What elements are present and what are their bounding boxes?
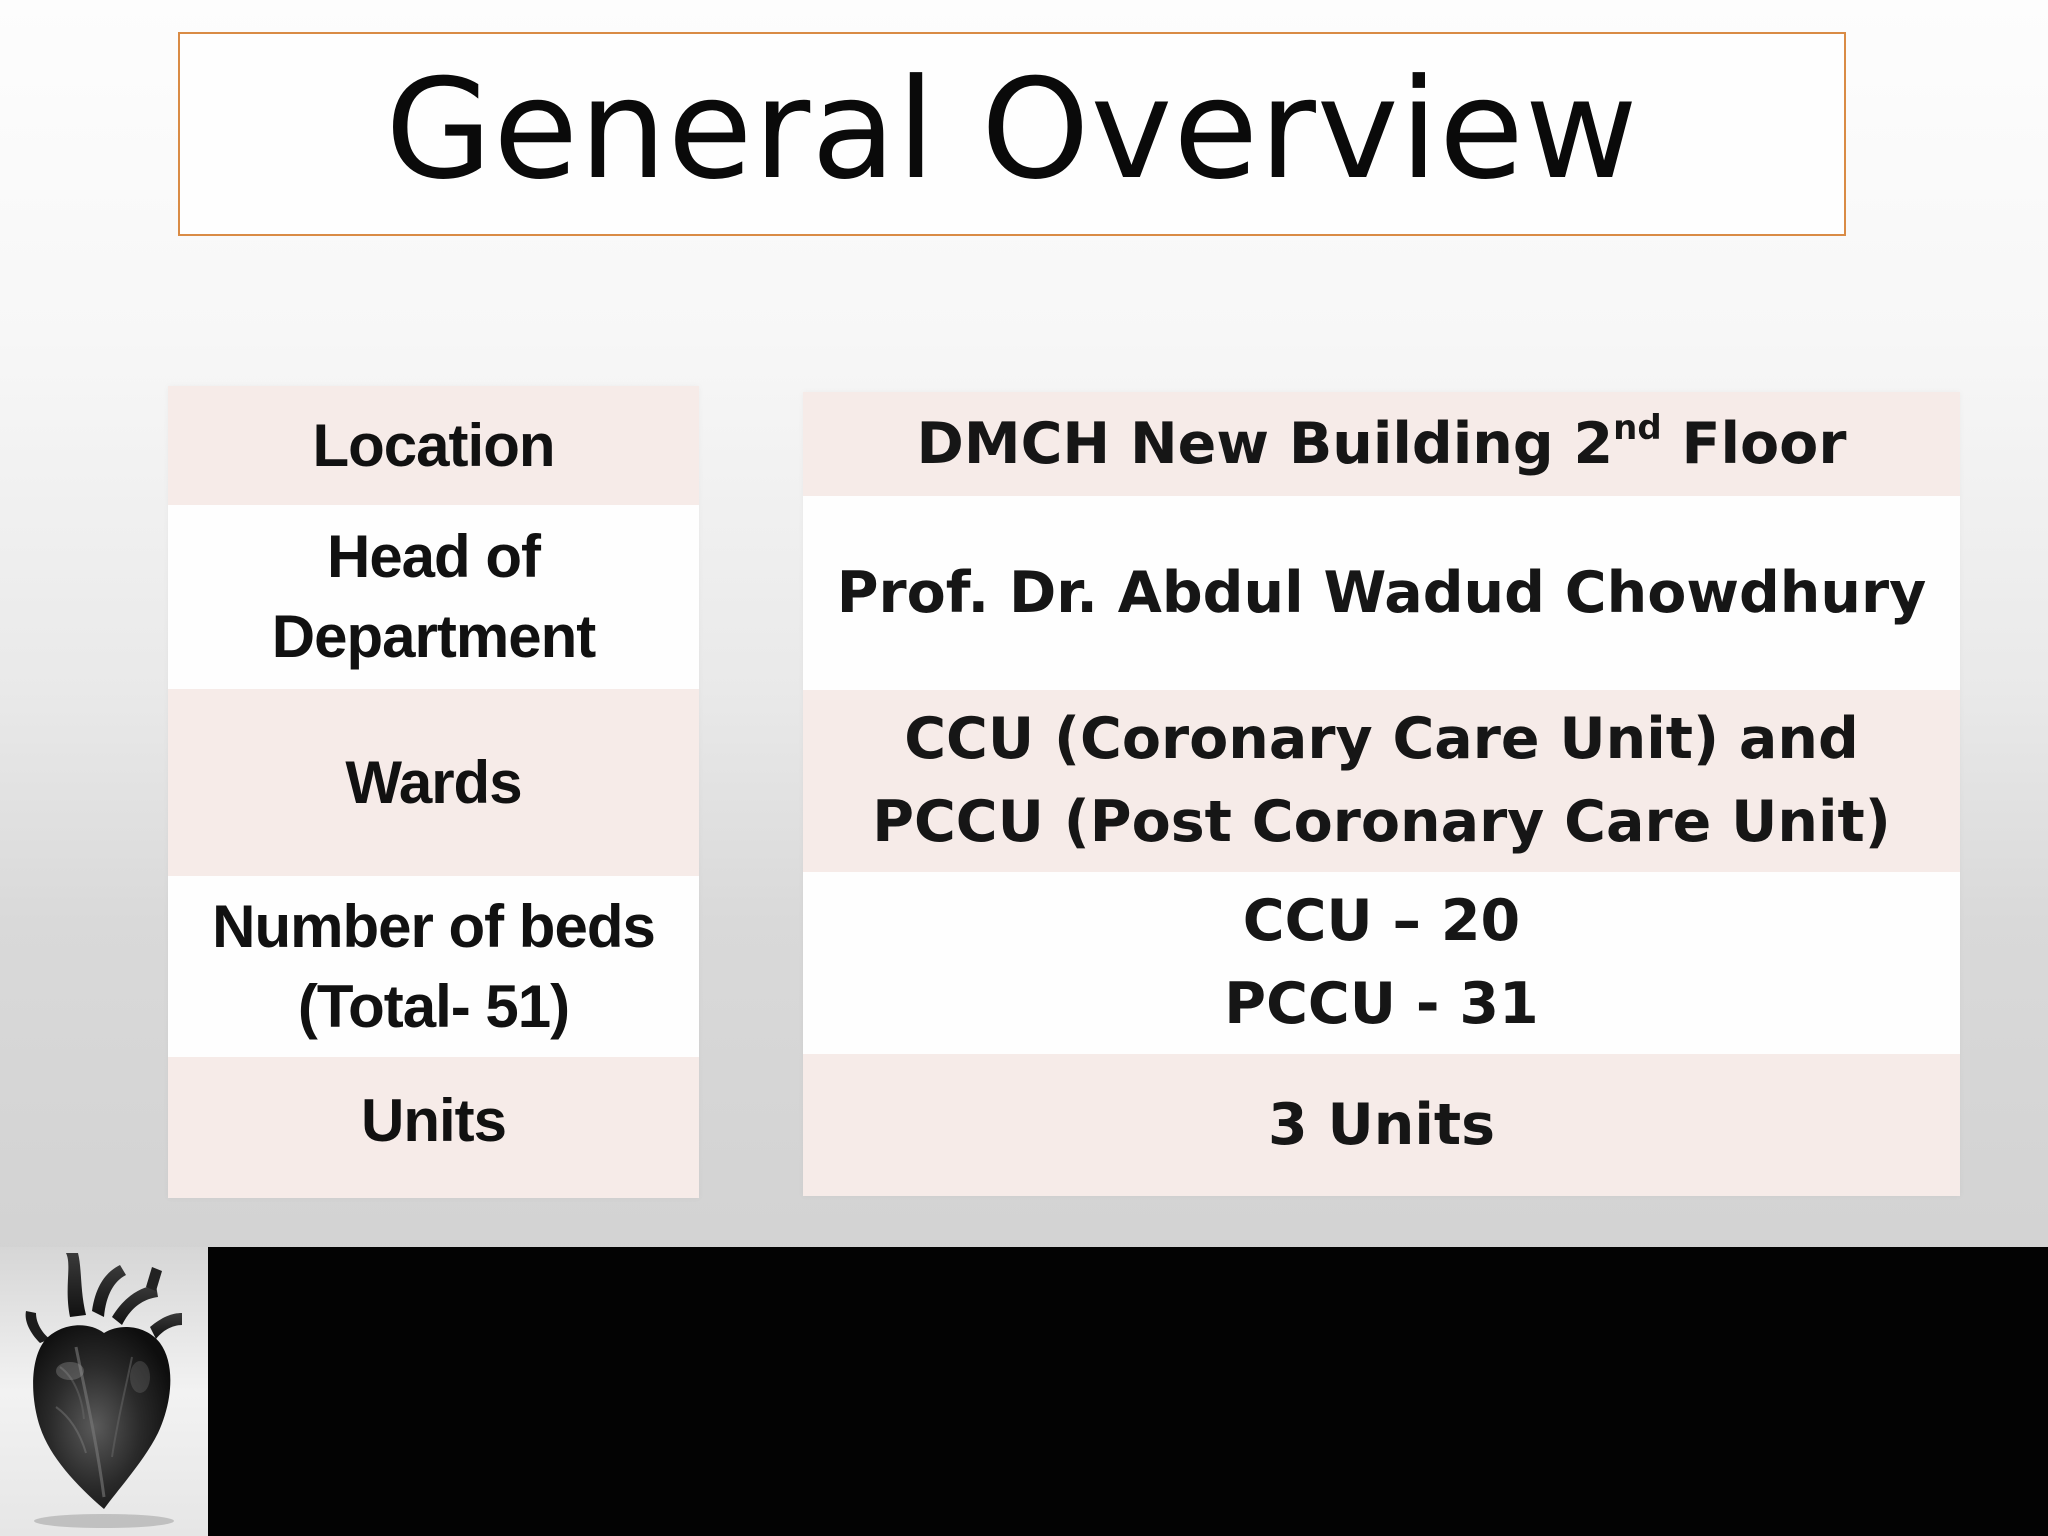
label-units [168, 1057, 699, 1198]
value-head-text: Prof. Dr. Abdul Wadud Chowdhury [836, 559, 1927, 626]
value-units-text: 3 Units [1267, 1091, 1496, 1158]
label-wards-text: Wards [345, 748, 522, 816]
bottom-bar [0, 1247, 2048, 1536]
label-number-of-beds [168, 876, 699, 1057]
value-beds-line-2: PCCU - 31 [1224, 971, 1539, 1037]
heart-icon [0, 1247, 208, 1536]
label-head-line-1: Head of [326, 523, 541, 590]
label-column [168, 386, 699, 1198]
label-location [168, 386, 699, 505]
label-units-text: Units [361, 1087, 506, 1154]
value-head-of-department [803, 496, 1960, 690]
value-column [803, 392, 1960, 1196]
value-units [803, 1054, 1960, 1196]
label-location-text: Location [312, 411, 555, 479]
value-wards [803, 690, 1960, 872]
label-head-of-department [168, 505, 699, 689]
value-wards-line-1: CCU (Coronary Care Unit) and [904, 706, 1859, 772]
value-location-text: DMCH New Building 2nd Floor [916, 407, 1847, 477]
label-beds-line-2: (Total- 51) [297, 972, 570, 1040]
label-beds-line-1: Number of beds [212, 892, 655, 960]
value-number-of-beds [803, 872, 1960, 1054]
heart-image [0, 1247, 208, 1536]
value-beds-line-1: CCU – 20 [1242, 888, 1521, 954]
ordinal-suffix: nd [1613, 407, 1662, 448]
label-wards [168, 689, 699, 876]
value-location [803, 392, 1960, 496]
slide-title: General Overview [385, 49, 1639, 210]
value-wards-line-2: PCCU (Post Coronary Care Unit) [872, 789, 1891, 855]
title-box [178, 32, 1846, 236]
label-head-line-2: Department [271, 603, 596, 670]
